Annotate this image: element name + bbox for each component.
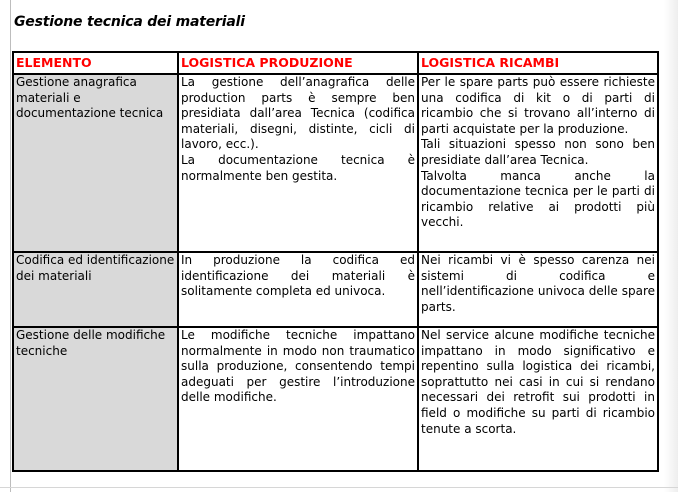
row-label: Gestione anagrafica materiali e documentazione tecnica <box>13 74 178 252</box>
cell-paragraph: Nei ricambi vi è spesso carenza nei sistemi di codifica e nell’identificazione univoca delle spare parts. <box>421 253 655 314</box>
materials-comparison-table <box>12 51 659 472</box>
produzione-cell <box>178 252 418 327</box>
ricambi-cell <box>418 74 658 252</box>
header-logistica-ricambi: LOGISTICA RICAMBI <box>418 52 658 74</box>
cell-paragraph: In produzione la codifica ed identificazione dei materiali è solitamente completa ed univoca. <box>181 253 415 299</box>
table-row <box>13 252 658 327</box>
produzione-cell <box>178 327 418 471</box>
ricambi-cell <box>418 327 658 471</box>
document-title: Gestione tecnica dei materiali <box>14 14 245 30</box>
cell-paragraph: Per le spare parts può essere richieste una codifica di kit o di parti di ricambio che si trovano all’interno di parti acquistate per la produzione. <box>421 75 655 136</box>
header-elemento: ELEMENTO <box>13 52 178 74</box>
row-label: Gestione delle modifiche tecniche <box>13 327 178 471</box>
table-row <box>13 327 658 471</box>
cell-paragraph: Tali situazioni spesso non sono ben presidiate dall’area Tecnica. <box>421 137 655 167</box>
table-header-row <box>13 52 658 74</box>
page-margin-line <box>10 0 11 492</box>
table-row <box>13 74 658 252</box>
row-label: Codifica ed identificazione dei materiali <box>13 252 178 327</box>
ricambi-cell <box>418 252 658 327</box>
cell-paragraph: Le modifiche tecniche impattano normalmente in modo non traumatico sulla produzione, consentendo tempi adeguati per gestire l’introduzione delle modifiche. <box>181 328 415 405</box>
page-bottom-border <box>0 487 678 488</box>
cell-paragraph: La gestione dell’anagrafica delle production parts è sempre ben presidiata dall’area Tecnica (codifica materiali, disegni, distinte, cicli di lavoro, ecc.). <box>181 75 415 152</box>
header-logistica-produzione: LOGISTICA PRODUZIONE <box>178 52 418 74</box>
produzione-cell <box>178 74 418 252</box>
page-edge-shadow <box>664 0 678 492</box>
cell-paragraph: Nel service alcune modifiche tecniche impattano in modo significativo e repentino sulla logistica dei ricambi, soprattutto nei casi in cui si rendano necessari dei retrofit sui prodotti in field o modifiche su parti di ricambio tenute a scorta. <box>421 328 655 436</box>
cell-paragraph: Talvolta manca anche la documentazione tecnica per le parti di ricambio relative ai prodotti più vecchi. <box>421 168 655 230</box>
cell-paragraph: La documentazione tecnica è normalmente ben gestita. <box>181 152 415 183</box>
